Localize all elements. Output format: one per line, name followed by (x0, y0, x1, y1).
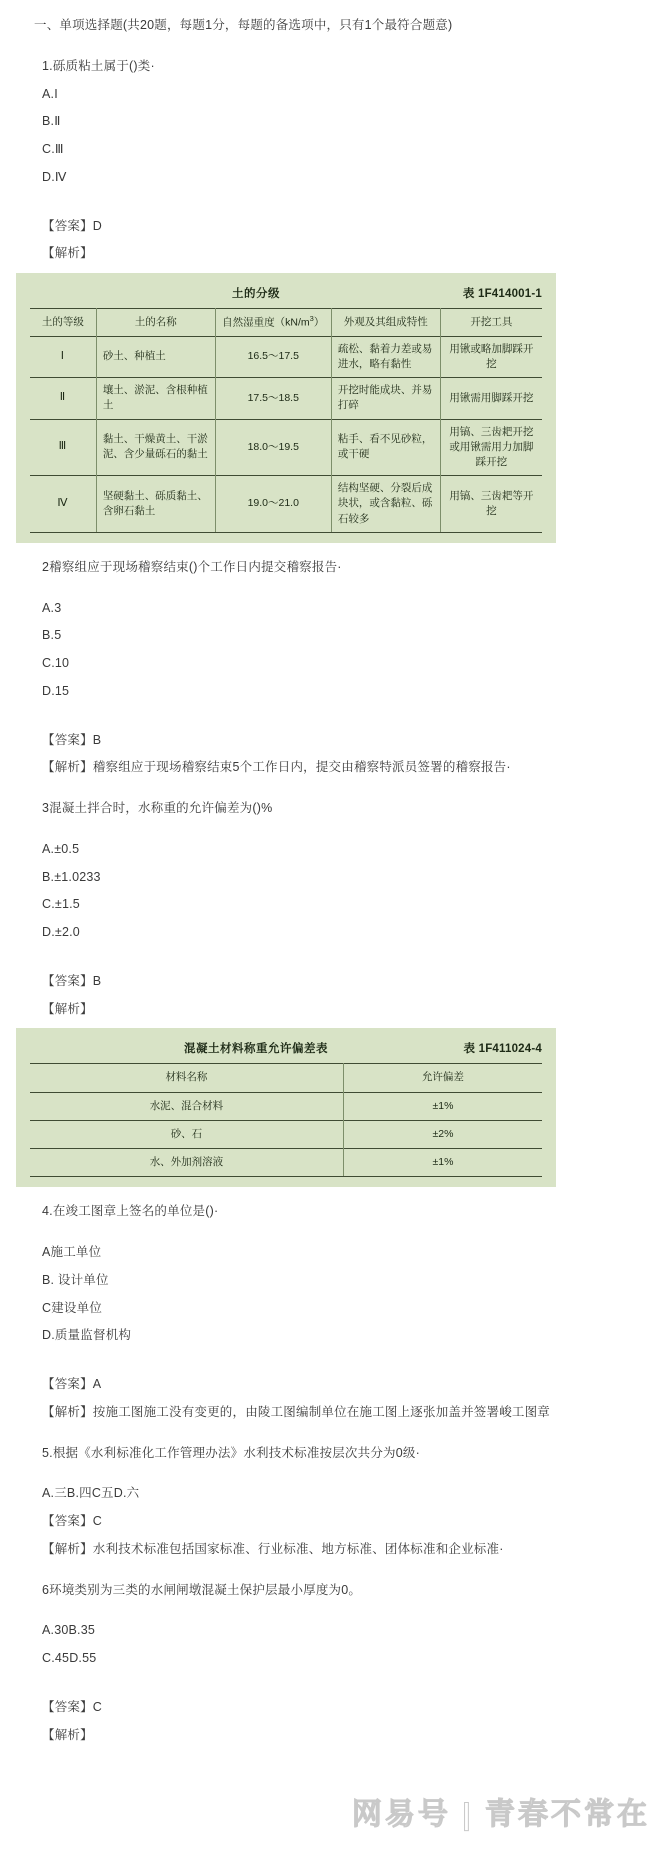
question-block-2 (0, 558, 660, 777)
answer-line: 【答案】C (42, 1699, 103, 1714)
option-c[interactable]: C.±1.5 (42, 897, 80, 912)
option-c[interactable]: C.10 (42, 656, 70, 671)
cell-grade: Ⅰ (30, 336, 96, 377)
cell-weight: 19.0～21.0 (215, 476, 331, 533)
column-header-tolerance: 允许偏差 (343, 1064, 542, 1092)
option-a[interactable]: A.3 (42, 600, 62, 615)
column-header-grade: 土的等级 (30, 309, 96, 337)
cell-tolerance: ±1% (343, 1092, 542, 1120)
option-c[interactable]: C建设单位 (42, 1300, 103, 1315)
question-stem: 5.根据《水利标准化工作管理办法》水利技术标准按层次共分为0级· (42, 1445, 420, 1460)
option-a[interactable]: A施工单位 (42, 1245, 102, 1260)
column-header-appearance: 外观及其组成特性 (331, 309, 440, 337)
cell-tool: 用镐、三齿耙等开挖 (440, 476, 542, 533)
option-a[interactable]: A.I (42, 86, 58, 101)
cell-appearance: 疏松、黏着力差或易进水，略有黏性 (331, 336, 440, 377)
cell-grade: Ⅱ (30, 378, 96, 419)
cell-appearance: 开挖时能成块、并易打碎 (331, 378, 440, 419)
cell-weight: 18.0～19.5 (215, 419, 331, 476)
column-header-name: 土的名称 (96, 309, 215, 337)
table-soil-classification (16, 273, 556, 543)
table-row (30, 336, 542, 377)
option-b[interactable]: B.±1.0233 (42, 869, 101, 884)
cell-name: 黏土、干燥黄土、干淤泥、含少量砾石的黏土 (96, 419, 215, 476)
cell-material: 水泥、混合材料 (30, 1092, 343, 1120)
cell-weight: 16.5～17.5 (215, 336, 331, 377)
table-caption (16, 281, 556, 308)
cell-material: 砂、石 (30, 1120, 343, 1148)
table-title: 混凝土材料称重允许偏差表 (184, 1043, 328, 1056)
explanation-line: 【解析】 (42, 1001, 93, 1016)
question-block-6 (0, 1581, 660, 1745)
concrete-tolerance-table (30, 1063, 542, 1177)
table-caption (16, 1036, 556, 1063)
question-block-1 (0, 57, 660, 263)
table-title: 土的分级 (232, 288, 280, 300)
option-d[interactable]: D.15 (42, 683, 70, 698)
cell-name: 壤土、淤泥、含根种植土 (96, 378, 215, 419)
option-a[interactable]: A.±0.5 (42, 841, 80, 856)
column-header-tool: 开挖工具 (440, 309, 542, 337)
table-row (30, 476, 542, 533)
question-stem: 6环境类别为三类的水闸闸墩混凝土保护层最小厚度为0。 (42, 1582, 362, 1597)
question-stem: 3混凝土拌合时，水称重的允许偏差为()% (42, 801, 273, 816)
option-b[interactable]: B.Ⅱ (42, 114, 61, 129)
explanation-line: 【解析】水利技术标准包括国家标准、行业标准、地方标准、团体标准和企业标准· (42, 1541, 504, 1556)
question-stem: 2稽察组应于现场稽察结束()个工作日内提交稽察报告· (42, 559, 342, 574)
cell-name: 坚硬黏土、砾质黏土、含卵石黏土 (96, 476, 215, 533)
option-b[interactable]: B.5 (42, 628, 62, 643)
table-header-row (30, 309, 542, 337)
option-group[interactable]: A.三B.四C五D.六 (42, 1486, 140, 1501)
cell-appearance: 结构坚硬、分裂后成块状，或含黏粒、砾石较多 (331, 476, 440, 533)
table-number: 表 1F411024-4 (463, 1043, 542, 1056)
cell-tool: 用锹需用脚踩开挖 (440, 378, 542, 419)
column-header-material: 材料名称 (30, 1064, 343, 1092)
watermark: 网易号 | 青春不常在 (351, 1798, 650, 1831)
cell-tool: 用镐、三齿耙开挖或用锹需用力加脚踩开挖 (440, 419, 542, 476)
soil-grade-table (30, 308, 542, 533)
table-row (30, 1120, 542, 1148)
question-block-3 (0, 799, 660, 1018)
table-number: 表 1F414001-1 (462, 288, 542, 300)
explanation-line: 【解析】 (42, 246, 93, 261)
section-heading: 一、单项选择题(共20题，每题1分，每题的备选项中，只有1个最符合题意) (34, 18, 453, 32)
answer-line: 【答案】B (42, 732, 102, 747)
cell-grade: Ⅲ (30, 419, 96, 476)
cell-tool: 用锹或略加脚踩开挖 (440, 336, 542, 377)
explanation-line: 【解析】 (42, 1727, 93, 1742)
explanation-line: 【解析】按施工图施工没有变更的，由陵工图编制单位在施工图上逐张加盖并签署峻工图章 (42, 1404, 551, 1419)
cell-appearance: 粘手、看不见砂粒，或干硬 (331, 419, 440, 476)
table-row (30, 419, 542, 476)
cell-material: 水、外加剂溶液 (30, 1149, 343, 1177)
answer-line: 【答案】C (42, 1514, 103, 1529)
answer-line: 【答案】A (42, 1377, 102, 1392)
option-d[interactable]: D.±2.0 (42, 925, 80, 940)
table-row (30, 378, 542, 419)
question-stem: 4.在竣工图章上签名的单位是()· (42, 1204, 219, 1219)
explanation-line: 【解析】稽察组应于现场稽察结束5个工作日内，提交由稽察特派员签署的稽察报告· (42, 760, 511, 775)
answer-line: 【答案】B (42, 973, 102, 988)
cell-weight: 17.5～18.5 (215, 378, 331, 419)
question-stem: 1.砾质粘土属于()类· (42, 58, 155, 73)
answer-line: 【答案】D (42, 218, 103, 233)
cell-grade: Ⅳ (30, 476, 96, 533)
question-block-4 (0, 1202, 660, 1421)
cell-name: 砂土、种植土 (96, 336, 215, 377)
option-row-1[interactable]: A.30B.35 (42, 1623, 96, 1638)
option-d[interactable]: D.质量监督机构 (42, 1328, 132, 1343)
table-concrete-weighing-tolerance (16, 1028, 556, 1187)
question-block-5 (0, 1444, 660, 1559)
option-c[interactable]: C.Ⅲ (42, 142, 64, 156)
option-row-2[interactable]: C.45D.55 (42, 1651, 97, 1666)
option-d[interactable]: D.Ⅳ (42, 169, 67, 184)
option-b[interactable]: B. 设计单位 (42, 1272, 109, 1287)
cell-tolerance: ±1% (343, 1149, 542, 1177)
cell-tolerance: ±2% (343, 1120, 542, 1148)
table-row (30, 1149, 542, 1177)
table-header-row (30, 1064, 542, 1092)
table-row (30, 1092, 542, 1120)
column-header-weight: 自然湿重度$(kN/m^3)$ (215, 309, 331, 337)
